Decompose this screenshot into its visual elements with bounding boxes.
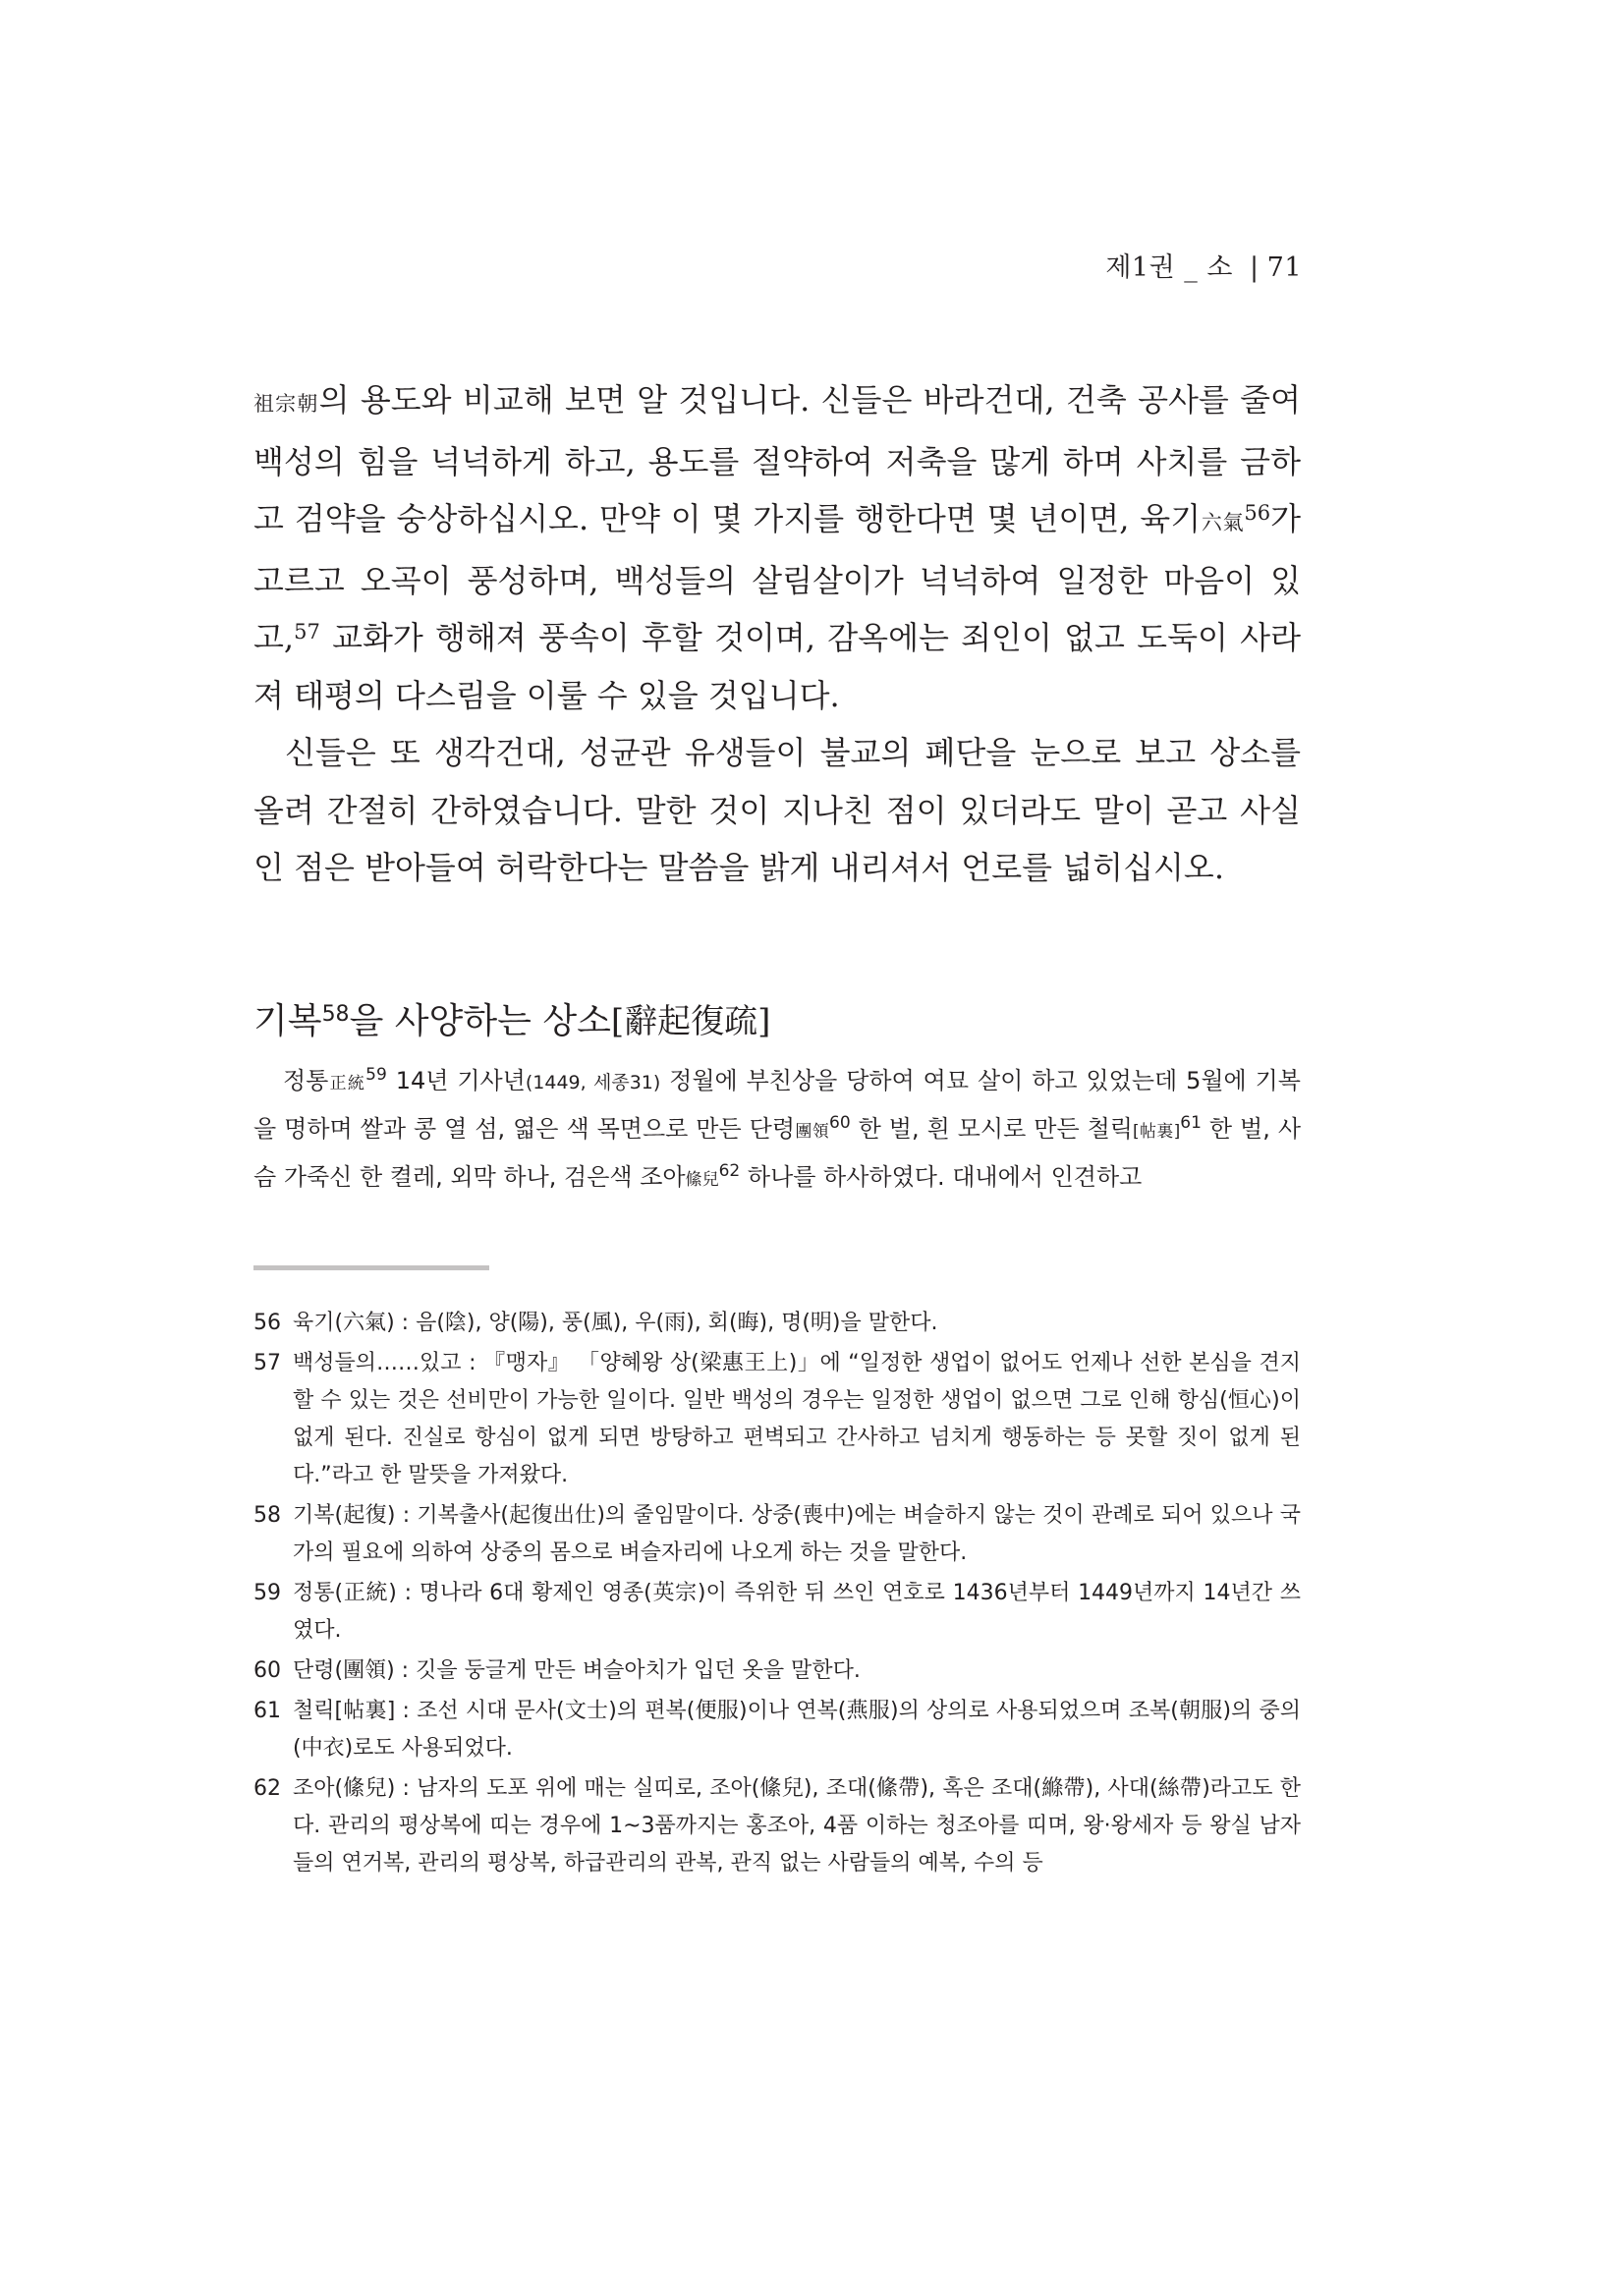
footnote-56 (253, 1305, 1301, 1342)
footnote-58 (253, 1497, 1301, 1572)
footnote-text: 단령(團領) : 깃을 둥글게 만든 벼슬아치가 입던 옷을 말한다. (293, 1658, 861, 1683)
intro-text-3: 정월에 부친상을 당하여 여묘 살이 하고 있었는데 5월에 기복을 명하며 쌀과 콩 열 섬, 엷은 색 목면으로 만든 단령 (253, 1067, 1301, 1143)
header-separator: _ (1184, 252, 1199, 283)
footnote-59 (253, 1575, 1301, 1650)
han-cheollik: [帖裏] (1132, 1122, 1181, 1142)
footnote-text: 철릭[帖裏] : 조선 시대 문사(文士)의 편복(便服)이나 연복(燕服)의 상의로 사용되었으며 조복(朝服)의 중의(中衣)로도 사용되었다. (293, 1699, 1301, 1761)
intro-text-6: 하나를 하사하였다. 대내에서 인견하고 (740, 1163, 1143, 1191)
footnote-57 (253, 1345, 1301, 1494)
footnote-number: 58 (253, 1503, 281, 1528)
page-number: 71 (1266, 252, 1302, 283)
footnote-text: 백성들의……있고 : 『맹자』 「양혜왕 상(梁惠王上)」에 “일정한 생업이 없어도 언제나 선한 본심을 견지할 수 있는 것은 선비만이 가능한 일이다. 일반 백성의 경우는 일정한 생업이 없으면 그로 인해 항심(恒心)이 없게 된다. 진실로 항심이 없게 되면 방탕하고 편벽되고 간사하고 넘치게 행동하는 등 못할 짓이 없게 된다.”라고 한 말뜻을 가져왔다. (293, 1351, 1301, 1487)
footnote-ref-57[interactable]: 57 (294, 620, 320, 644)
footnote-number: 62 (253, 1776, 281, 1801)
han-joa: 絛兒 (685, 1170, 719, 1190)
footnote-text: 기복(起復) : 기복출사(起復出仕)의 줄임말이다. 상중(喪中)에는 벼슬하지 않는 것이 관례로 되어 있으나 국가의 필요에 의하여 상중의 몸으로 벼슬자리에 나오게 하는 것을 말한다. (293, 1503, 1301, 1565)
intro-year-note: (1449, 세종31) (525, 1072, 661, 1093)
footnote-ref-59[interactable]: 59 (365, 1065, 387, 1085)
footnote-ref-60[interactable]: 60 (829, 1113, 851, 1133)
footnote-number: 57 (253, 1351, 281, 1375)
intro-text-1: 정통 (283, 1067, 329, 1094)
footnote-ref-56[interactable]: 56 (1244, 501, 1271, 525)
footnote-62 (253, 1770, 1301, 1882)
footnote-60 (253, 1652, 1301, 1690)
han-jeongtong: 正統 (328, 1074, 366, 1093)
han-danryeong: 團領 (795, 1122, 830, 1142)
intro-text-2: 14년 기사년 (386, 1067, 526, 1094)
footnotes (253, 1305, 1301, 1885)
body-paragraph-2: 신들은 또 생각건대, 성균관 유생들이 불교의 폐단을 눈으로 보고 상소를 올려 간절히 간하였습니다. 말한 것이 지나친 점이 있더라도 말이 곧고 사실인 점은 받아들여 허락한다는 말씀을 밝게 내리셔서 언로를 넓히십시오. (253, 734, 1301, 886)
body-text (253, 371, 1301, 897)
section-title (253, 1000, 1301, 1043)
header-section: 소 (1206, 252, 1233, 283)
footnote-text: 정통(正統) : 명나라 6대 황제인 영종(英宗)이 즉위한 뒤 쓰인 연호로 1436년부터 1449년까지 14년간 쓰였다. (293, 1581, 1301, 1643)
footnote-number: 56 (253, 1311, 281, 1335)
running-header (1105, 246, 1302, 284)
footnote-text: 조아(絛兒) : 남자의 도포 위에 매는 실띠로, 조아(絛兒), 조대(絛帶), 혹은 조대(縧帶), 사대(絲帶)라고도 한다. 관리의 평상복에 띠는 경우에 1~3품까지는 홍조아, 4품 이하는 청조아를 띠며, 왕·왕세자 등 왕실 남자들의 연거복, 관리의 평상복, 하급관리의 관복, 관직 없는 사람들의 예복, 수의 등 (293, 1776, 1301, 1876)
footnote-ref-58[interactable]: 58 (321, 1002, 350, 1027)
section-title-post: 을 사양하는 상소 (349, 1001, 611, 1041)
body-text-1b: 가 고르고 오곡이 풍성하며, 백성들의 살림살이가 넉넉하여 일정한 마음이 있고, (253, 500, 1301, 656)
footnote-61 (253, 1693, 1301, 1767)
han-jojongjo: 祖宗朝 (253, 392, 319, 416)
section-intro (253, 1058, 1301, 1203)
section-title-han: [辭起復疏] (610, 1002, 771, 1041)
footnote-divider (253, 1265, 489, 1270)
section-title-pre: 기복 (253, 1001, 322, 1041)
body-text-1c: 교화가 행해져 풍속이 후할 것이며, 감옥에는 죄인이 없고 도둑이 사라져 태평의 다스림을 이룰 수 있을 것입니다. (253, 619, 1301, 714)
footnote-number: 61 (253, 1699, 281, 1723)
han-yukgi: 六氣 (1201, 511, 1245, 534)
intro-text-4: 한 벌, 흰 모시로 만든 철릭 (850, 1115, 1133, 1143)
intro-text-5: 한 벌, 사슴 가죽신 한 켤레, 외막 하나, 검은색 조아 (253, 1115, 1302, 1191)
body-text-1a: 의 용도와 비교해 보면 알 것입니다. 신들은 바라건대, 건축 공사를 줄여 백성의 힘을 넉넉하게 하고, 용도를 절약하여 저축을 많게 하며 사치를 금하고 검약을 숭상하십시오. 만약 이 몇 가지를 행한다면 몇 년이면, 육기 (253, 381, 1302, 537)
footnote-ref-61[interactable]: 61 (1180, 1113, 1202, 1133)
body-paragraph-1 (253, 371, 1301, 724)
footnote-number: 60 (253, 1658, 281, 1683)
footnote-number: 59 (253, 1581, 281, 1605)
footnote-ref-62[interactable]: 62 (718, 1161, 741, 1181)
header-volume: 제1권 (1105, 252, 1176, 283)
footnote-text: 육기(六氣) : 음(陰), 양(陽), 풍(風), 우(雨), 회(晦), 명(明)을 말한다. (293, 1311, 938, 1335)
header-divider: | (1250, 252, 1260, 283)
